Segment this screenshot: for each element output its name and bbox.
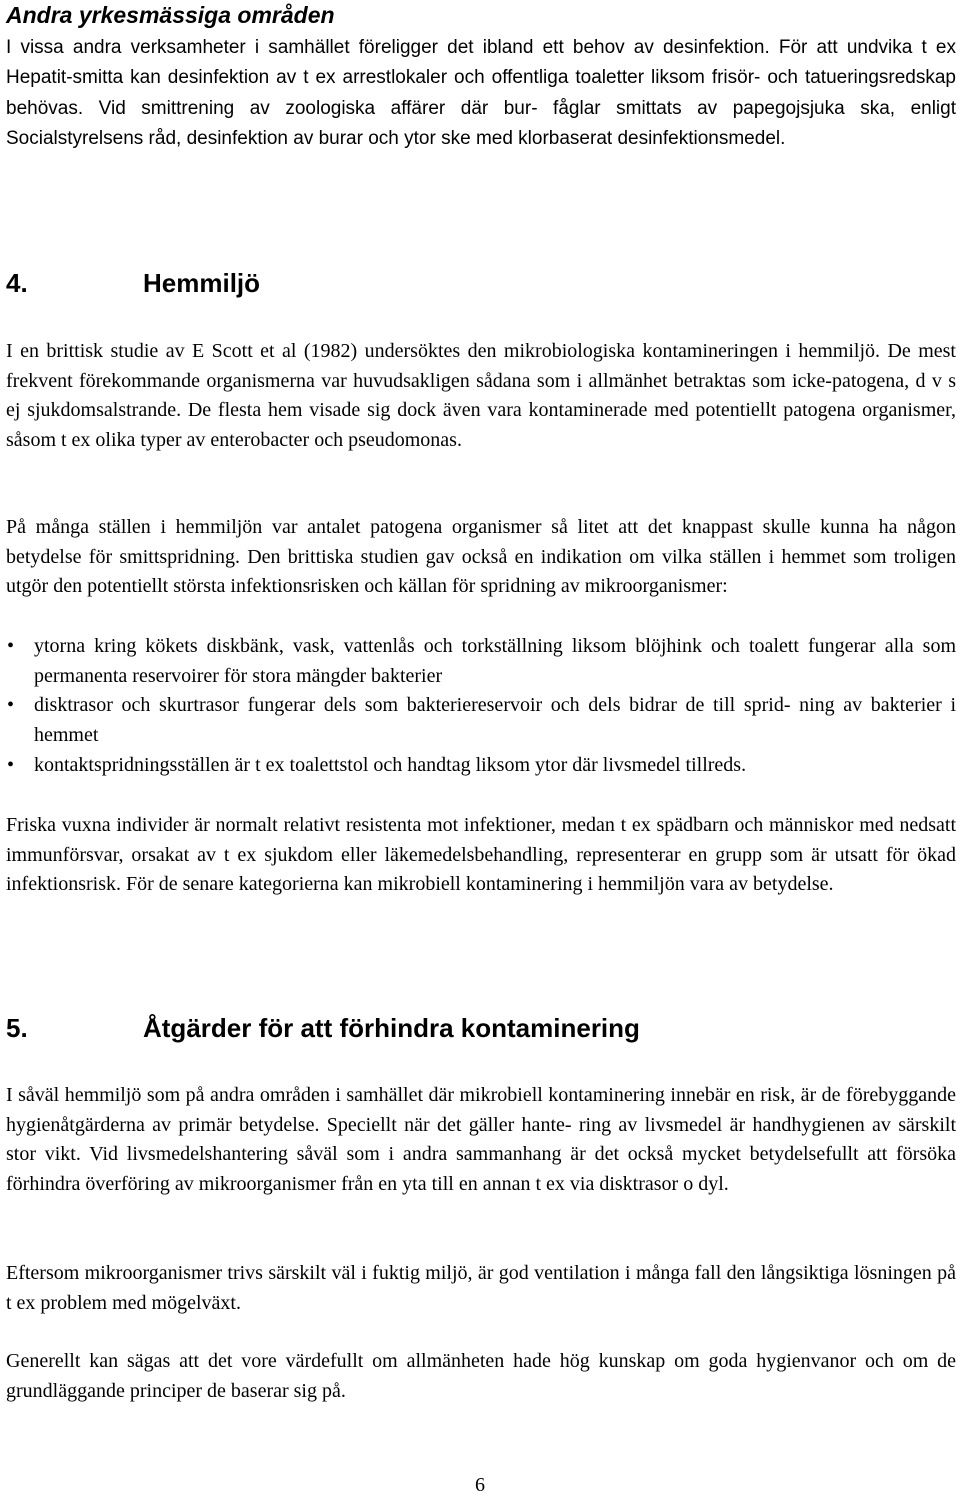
paragraph-other-areas: I vissa andra verksamheter i samhället föreligger det ibland ett behov av desinfektion. För att undvika t ex Hepatit-smitta kan desinfektion av t ex arrestlokaler och offentliga toaletter liksom frisör- och tatueringsredskap behövas. Vid smittrening av zoologiska affärer där bur- fåglar smittats av papegojsjuka ska, enligt Socialstyrelsens råd, desinfektion av burar och ytor ske med klorbaserat desinfektionsmedel. [6, 37, 956, 149]
section-5-title: Åtgärder för att förhindra kontaminering [143, 1013, 640, 1043]
list-item-text: ytorna kring kökets diskbänk, vask, vattenlås och torkställning liksom blöjhink och toalett fungerar alla som permanenta reservoirer för stora mängder bakterier [34, 635, 956, 687]
section-5-number: 5. [6, 1013, 28, 1043]
section-4-heading [6, 267, 956, 299]
section-5-heading [6, 1012, 956, 1044]
list-item [6, 751, 956, 781]
list-item [6, 691, 956, 750]
bullet-icon: • [7, 694, 15, 717]
list-item-text: kontaktspridningsställen är t ex toalettstol och handtag liksom ytor där livsmedel tillreds. [34, 753, 747, 776]
page-number: 6 [475, 1474, 485, 1496]
section-5-paragraph-2: Eftersom mikroorganismer trivs särskilt väl i fuktig miljö, är god ventilation i många fall den långsiktiga lösningen på t ex problem med mögelväxt. [6, 1262, 956, 1314]
list-item [6, 632, 956, 691]
section-4-paragraph-1: I en brittisk studie av E Scott et al (1982) undersöktes den mikrobiologiska kontamineringen i hemmiljö. De mest frekvent förekommande organismerna var huvudsakligen sådana som i allmänhet betraktas som icke-patogena, d v s ej sjukdomsalstrande. De flesta hem visade sig dock även vara kontaminerade med potentiellt patogena organismer, såsom t ex olika typer av enterobacter och pseudomonas. [6, 340, 956, 452]
section-4-title: Hemmiljö [143, 268, 261, 298]
section-4-paragraph-3: Friska vuxna individer är normalt relativt resistenta mot infektioner, medan t ex spädbarn och människor med nedsatt immunförsvar, orsakat av t ex sjukdom eller läkemedelsbehandling, representerar en grupp som är utsatt för ökad infektionsrisk. För de senare kategorierna kan mikrobiell kontaminering i hemmiljön vara av betydelse. [6, 814, 956, 896]
bullet-icon: • [7, 635, 15, 657]
section-4-number: 4. [6, 268, 28, 298]
section-5-paragraph-1: I såväl hemmiljö som på andra områden i samhället där mikrobiell kontaminering innebär en risk, är de förebyggande hygienåtgärderna av primär betydelse. Speciellt när det gäller hante- ring av livsmedel är handhygienen av särskilt stor vikt. Vid livsmedelshantering såväl som i andra sammanhang är det också mycket betydelsefullt att försöka förhindra överföring av mikroorganismer från en yta till en annan t ex via disktrasor o dyl. [6, 1084, 956, 1196]
section-5-paragraph-3: Generellt kan sägas att det vore värdefullt om allmänheten hade hög kunskap om goda hygienvanor och om de grundläggande principer de baserar sig på. [6, 1350, 956, 1402]
list-item-text: disktrasor och skurtrasor fungerar dels som bakteriereservoir och dels bidrar de till sprid- ning av bakterier i hemmet [34, 694, 956, 747]
bullet-icon: • [7, 753, 15, 776]
risk-list [6, 632, 956, 781]
section-4-paragraph-2: På många ställen i hemmiljön var antalet patogena organismer så litet att det knappast skulle kunna ha någon betydelse för smittspridning. Den brittiska studien gav också en indikation om vilka ställen i hemmet som troligen utgör den potentiellt största infektionsrisken och källan för spridning av mikroorganismer: [6, 516, 956, 598]
subheading-other-areas: Andra yrkesmässiga områden [6, 2, 335, 28]
